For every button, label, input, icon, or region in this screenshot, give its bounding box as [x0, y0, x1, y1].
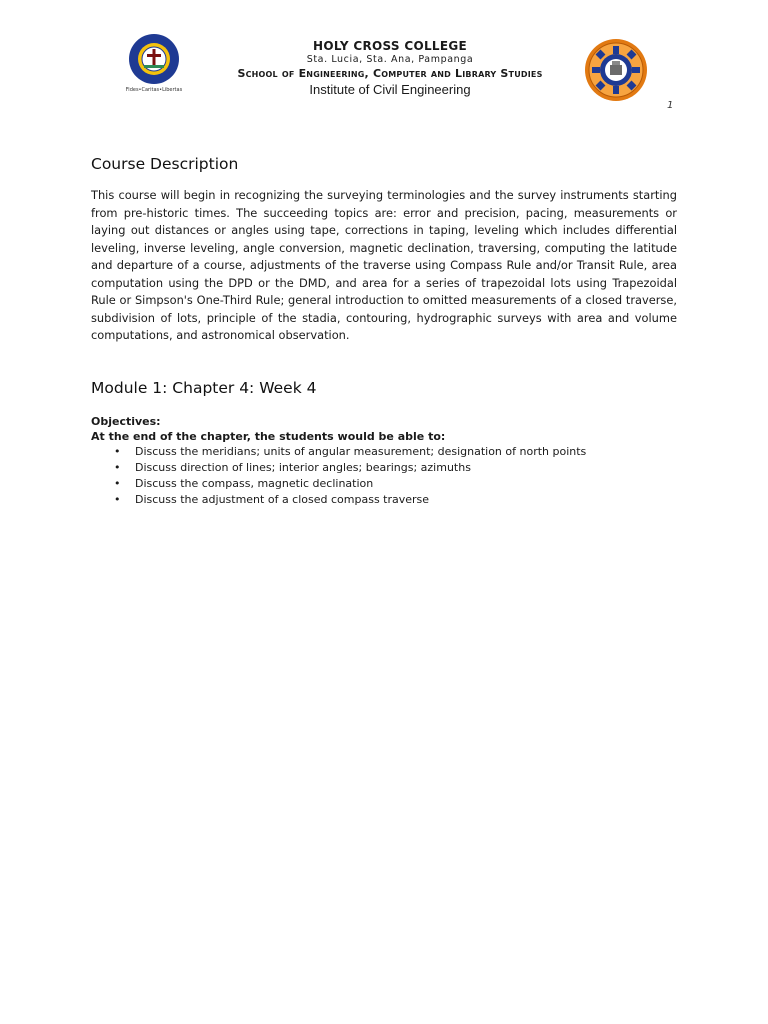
- objective-text: Discuss the adjustment of a closed compass traverse: [135, 493, 430, 506]
- bullet-icon: •: [114, 461, 121, 474]
- module-heading: Module 1: Chapter 4: Week 4: [91, 379, 317, 397]
- school-name: School of Engineering, Computer and Library Studies: [237, 67, 543, 80]
- college-location: Sta. Lucia, Sta. Ana, Pampanga: [306, 54, 474, 65]
- objective-item: [91, 476, 586, 492]
- institute-name: Institute of Civil Engineering: [309, 82, 471, 97]
- college-name: HOLY CROSS COLLEGE: [312, 39, 467, 53]
- objective-text: Discuss the meridians; units of angular measurement; designation of north points: [135, 445, 587, 458]
- objective-text: Discuss the compass, magnetic declination: [135, 477, 374, 490]
- objective-item: [91, 492, 586, 508]
- course-description-heading: Course Description: [91, 155, 239, 173]
- objective-item: [91, 444, 586, 460]
- bullet-icon: •: [114, 477, 121, 490]
- bullet-icon: •: [114, 445, 121, 458]
- objective-text: Discuss direction of lines; interior angles; bearings; azimuths: [135, 461, 471, 474]
- engineering-gear-seal-icon: [584, 38, 648, 102]
- seal-motto: Fides•Caritas•Libertas: [125, 87, 183, 93]
- objectives-title: Objectives:: [91, 415, 161, 428]
- holy-cross-college-seal-icon: [116, 32, 192, 94]
- bullet-icon: •: [114, 493, 121, 506]
- objective-item: [91, 460, 586, 476]
- objectives-list: [91, 444, 586, 508]
- page-number: 1: [667, 100, 674, 111]
- objectives-intro: At the end of the chapter, the students would be able to:: [91, 430, 446, 443]
- course-description-text: This course will begin in recognizing the surveying terminologies and the survey instruments starting from pre-historic times. The succeeding topics are: error and precision, pacing, measurements or laying out distances or angles using tape, corrections in taping, leveling which includes differential leveling, inverse leveling, angle conversion, magnetic declination, traversing, computing the latitude and departure of a course, adjustments of the traverse using Compass Rule and/or Transit Rule, area computation using the DPD or the DMD, and area for a series of trapezoidal lots using Trapezoidal Rule or Simpson's One-Third Rule; general introduction to omitted measurements of a closed traverse, subdivision of lots, principle of the stadia, contouring, hydrographic surveys with area and volume computations, and astronomical observation.: [91, 188, 677, 342]
